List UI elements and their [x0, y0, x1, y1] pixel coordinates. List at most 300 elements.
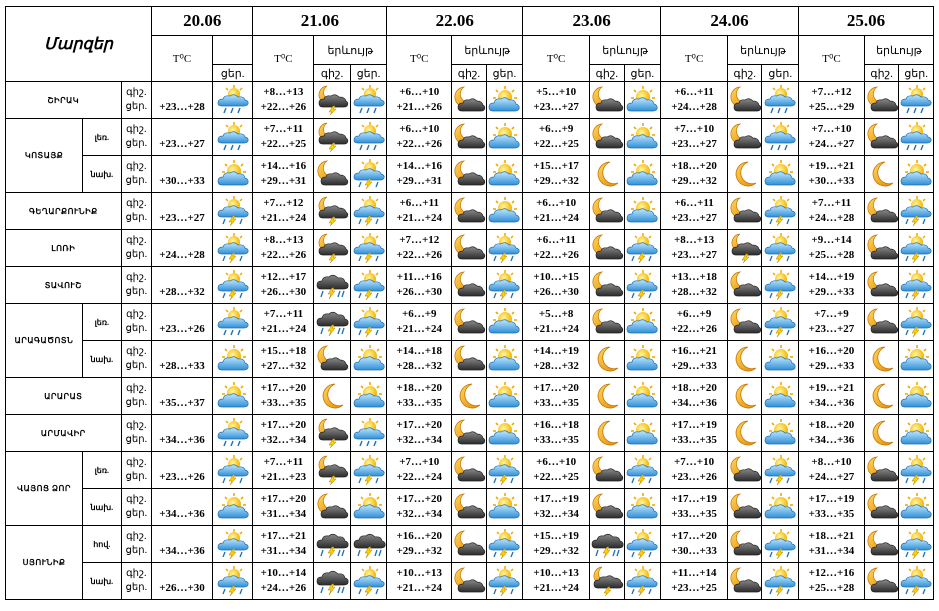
temperature-cell: +23…+26 — [152, 452, 213, 489]
weather-icon-cell — [899, 230, 934, 267]
weather-icon-cell — [314, 378, 351, 415]
weather-icon-cell — [486, 82, 523, 119]
sun-cloud-icon — [625, 418, 659, 448]
temperature-cell: +16…+21 +29…+33 — [661, 341, 728, 378]
weather-icon-cell — [590, 489, 624, 526]
moon-cloud-icon — [590, 492, 624, 522]
weather-icon-cell — [486, 267, 523, 304]
moon-cloud-icon — [728, 307, 762, 337]
weather-icon-cell — [728, 378, 762, 415]
weather-icon-cell — [624, 341, 661, 378]
sun-cloud-thunder-rain-icon — [899, 233, 933, 263]
sun-cloud-icon — [625, 196, 659, 226]
moon-icon — [728, 344, 762, 374]
weather-icon-cell — [624, 82, 661, 119]
moon-cloud-icon — [452, 85, 486, 115]
weather-icon-cell — [350, 563, 387, 600]
moon-icon — [452, 381, 486, 411]
moon-cloud-icon — [590, 122, 624, 152]
weather-icon-cell — [864, 82, 898, 119]
region-name: ՇԻՐԱԿ — [6, 82, 122, 119]
sun-cloud-icon — [625, 159, 659, 189]
weather-icon-cell — [212, 489, 253, 526]
weather-icon-cell — [452, 452, 486, 489]
moon-icon — [728, 418, 762, 448]
sun-cloud-rain-icon — [899, 85, 933, 115]
sun-cloud-thunder-rain-icon — [899, 270, 933, 300]
sun-cloud-rain-icon — [352, 85, 386, 115]
weather-icon-cell — [486, 304, 523, 341]
weather-icon-cell — [452, 526, 486, 563]
night-subheader: գիշ. — [728, 65, 762, 82]
weather-icon-cell — [314, 526, 351, 563]
weather-icon-cell — [590, 415, 624, 452]
sun-cloud-rain-icon — [216, 122, 250, 152]
weather-icon-cell — [728, 267, 762, 304]
sun-cloud-icon — [625, 344, 659, 374]
temperature-header: T⁰C — [387, 36, 452, 82]
temperature-cell: +17…+20 +32…+34 — [253, 415, 314, 452]
temperature-cell: +26…+30 — [152, 563, 213, 600]
sun-cloud-rain-icon — [216, 418, 250, 448]
weather-icon-cell — [452, 193, 486, 230]
temperature-cell: +14…+19 +29…+33 — [799, 267, 865, 304]
weather-icon-cell — [624, 193, 661, 230]
weather-icon-cell — [314, 230, 351, 267]
sun-cloud-icon — [216, 344, 250, 374]
weather-icon-cell — [762, 230, 799, 267]
weather-icon-cell — [899, 82, 934, 119]
sun-cloud-rain-icon — [216, 85, 250, 115]
temperature-cell: +7…+10 +23…+26 — [661, 452, 728, 489]
sun-cloud-thunder-rain-icon — [352, 455, 386, 485]
night-subheader: գիշ. — [314, 65, 351, 82]
weather-icon-cell — [762, 156, 799, 193]
weather-icon-cell — [624, 415, 661, 452]
sun-cloud-icon — [763, 344, 797, 374]
weather-icon-cell — [899, 156, 934, 193]
sun-cloud-icon — [487, 122, 521, 152]
temperature-cell: +14…+16 +29…+31 — [387, 156, 452, 193]
moon-cloud-icon — [590, 270, 624, 300]
weather-icon-cell — [350, 452, 387, 489]
sun-cloud-icon — [487, 196, 521, 226]
sun-cloud-icon — [487, 85, 521, 115]
temperature-cell: +6…+11 +22…+26 — [523, 230, 590, 267]
weather-icon-cell — [762, 378, 799, 415]
temperature-cell: +10…+13 +21…+24 — [523, 563, 590, 600]
moon-icon — [865, 159, 899, 189]
moon-cloud-icon — [452, 418, 486, 448]
moon-cloud-icon — [728, 455, 762, 485]
temperature-cell: +23…+27 — [152, 193, 213, 230]
weather-icon-cell — [212, 526, 253, 563]
sun-cloud-rain-icon — [763, 122, 797, 152]
table-row — [6, 378, 934, 415]
cloud-thunder-rain-icon — [352, 529, 386, 559]
weather-icon-cell — [452, 489, 486, 526]
temperature-cell: +17…+20 +32…+34 — [387, 489, 452, 526]
temperature-cell: +7…+9 +23…+27 — [799, 304, 865, 341]
weather-icon-cell — [314, 267, 351, 304]
region-name: ՎԱՅՈՑ ՁՈՐ — [6, 452, 83, 526]
weather-icon-cell — [486, 526, 523, 563]
sun-cloud-thunder-rain-icon — [763, 270, 797, 300]
subregion-name: նախ. — [83, 341, 122, 378]
moon-cloud-thunder-icon — [728, 233, 762, 263]
sun-cloud-thunder-rain-icon — [216, 196, 250, 226]
weather-icon-cell — [624, 304, 661, 341]
moon-cloud-icon — [452, 566, 486, 596]
sun-cloud-icon — [625, 122, 659, 152]
sun-cloud-thunder-rain-icon — [487, 270, 521, 300]
moon-icon — [590, 344, 624, 374]
time-of-day: գիշ. ցեր. — [121, 415, 151, 452]
sun-cloud-icon — [625, 492, 659, 522]
temperature-cell: +34…+36 — [152, 489, 213, 526]
moon-cloud-icon — [590, 85, 624, 115]
moon-cloud-icon — [452, 307, 486, 337]
time-of-day: գիշ. ցեր. — [121, 563, 151, 600]
moon-cloud-icon — [452, 492, 486, 522]
weather-icon-cell — [314, 156, 351, 193]
table-row — [6, 563, 934, 600]
weather-icon-cell — [212, 304, 253, 341]
day-subheader: ցեր. — [350, 65, 387, 82]
sun-cloud-icon — [899, 159, 933, 189]
sun-cloud-thunder-rain-icon — [763, 196, 797, 226]
weather-icon-cell — [728, 119, 762, 156]
weather-icon-cell — [486, 230, 523, 267]
weather-icon-cell — [314, 563, 351, 600]
sun-cloud-icon — [899, 381, 933, 411]
weather-icon-cell — [452, 156, 486, 193]
weather-icon-cell — [899, 415, 934, 452]
cloud-thunder-rain-icon — [315, 566, 349, 596]
moon-icon — [590, 418, 624, 448]
moon-icon — [590, 381, 624, 411]
weather-icon-cell — [762, 526, 799, 563]
sun-cloud-rain-icon — [763, 85, 797, 115]
sun-cloud-thunder-rain-icon — [352, 307, 386, 337]
weather-header: երևույթ — [452, 36, 523, 65]
weather-icon-cell — [452, 230, 486, 267]
weather-icon-cell — [314, 489, 351, 526]
weather-icon-cell — [212, 119, 253, 156]
sun-cloud-icon — [487, 344, 521, 374]
weather-icon-cell — [314, 82, 351, 119]
sun-cloud-thunder-rain-icon — [352, 233, 386, 263]
weather-icon-cell — [762, 563, 799, 600]
weather-icon-cell — [762, 452, 799, 489]
temperature-cell: +14…+19 +28…+32 — [523, 341, 590, 378]
region-name: ԱՐՄԱՎԻՐ — [6, 415, 122, 452]
weather-icon-cell — [864, 489, 898, 526]
subregion-name: հով. — [83, 526, 122, 563]
weather-icon-cell — [452, 341, 486, 378]
cloud-thunder-rain-icon — [315, 529, 349, 559]
sun-cloud-icon — [487, 418, 521, 448]
temperature-cell: +5…+8 +21…+24 — [523, 304, 590, 341]
table-row — [6, 526, 934, 563]
weather-header-empty — [212, 36, 253, 65]
weather-icon-cell — [624, 156, 661, 193]
subregion-name: լեռ. — [83, 304, 122, 341]
weather-icon-cell — [762, 341, 799, 378]
table-row — [6, 267, 934, 304]
weather-icon-cell — [624, 526, 661, 563]
temperature-cell: +8…+13 +23…+27 — [661, 230, 728, 267]
weather-icon-cell — [350, 415, 387, 452]
moon-cloud-icon — [728, 529, 762, 559]
date-header: 21.06 — [253, 7, 387, 36]
date-header: 22.06 — [387, 7, 523, 36]
weather-icon-cell — [899, 378, 934, 415]
temperature-cell: +28…+33 — [152, 341, 213, 378]
temperature-cell: +17…+20 +31…+34 — [253, 489, 314, 526]
temperature-cell: +14…+18 +28…+32 — [387, 341, 452, 378]
weather-icon-cell — [864, 415, 898, 452]
temperature-cell: +16…+18 +33…+35 — [523, 415, 590, 452]
moon-cloud-icon — [315, 159, 349, 189]
weather-header: երևույթ — [590, 36, 661, 65]
temperature-cell: +16…+20 +29…+32 — [387, 526, 452, 563]
sun-cloud-thunder-rain-icon — [487, 529, 521, 559]
sun-cloud-thunder-rain-icon — [763, 233, 797, 263]
moon-icon — [590, 159, 624, 189]
weather-icon-cell — [590, 452, 624, 489]
weather-icon-cell — [728, 563, 762, 600]
time-of-day: գիշ. ցեր. — [121, 193, 151, 230]
weather-icon-cell — [864, 563, 898, 600]
temperature-cell: +14…+16 +29…+31 — [253, 156, 314, 193]
temperature-cell: +10…+14 +24…+26 — [253, 563, 314, 600]
weather-icon-cell — [212, 341, 253, 378]
temperature-cell: +17…+19 +32…+34 — [523, 489, 590, 526]
weather-icon-cell — [762, 82, 799, 119]
subregion-name: նախ. — [83, 489, 122, 526]
time-of-day: գիշ. ցեր. — [121, 341, 151, 378]
table-row — [6, 452, 934, 489]
weather-icon-cell — [350, 304, 387, 341]
moon-cloud-icon — [865, 307, 899, 337]
temperature-cell: +18…+20 +33…+35 — [387, 378, 452, 415]
sun-cloud-rain-icon — [899, 122, 933, 152]
sun-cloud-thunder-rain-icon — [352, 196, 386, 226]
weather-icon-cell — [590, 82, 624, 119]
temperature-cell: +7…+10 +23…+27 — [661, 119, 728, 156]
weather-icon-cell — [314, 119, 351, 156]
temperature-cell: +17…+20 +32…+34 — [387, 415, 452, 452]
temperature-cell: +6…+10 +21…+24 — [523, 193, 590, 230]
weather-icon-cell — [212, 230, 253, 267]
moon-cloud-icon — [452, 455, 486, 485]
temperature-cell: +6…+9 +22…+25 — [523, 119, 590, 156]
temperature-cell: +19…+21 +34…+36 — [799, 378, 865, 415]
weather-icon-cell — [728, 415, 762, 452]
night-subheader: գիշ. — [864, 65, 898, 82]
weather-icon-cell — [590, 230, 624, 267]
moon-cloud-thunder-icon — [590, 566, 624, 596]
sun-cloud-icon — [216, 381, 250, 411]
weather-icon-cell — [452, 304, 486, 341]
moon-cloud-icon — [865, 492, 899, 522]
weather-icon-cell — [899, 526, 934, 563]
moon-cloud-icon — [452, 196, 486, 226]
temperature-cell: +30…+33 — [152, 156, 213, 193]
weather-icon-cell — [452, 82, 486, 119]
moon-cloud-icon — [452, 344, 486, 374]
weather-icon-cell — [624, 563, 661, 600]
sun-cloud-icon — [899, 418, 933, 448]
weather-icon-cell — [212, 156, 253, 193]
weather-icon-cell — [314, 341, 351, 378]
sun-cloud-thunder-rain-icon — [216, 566, 250, 596]
temperature-cell: +10…+13 +21…+24 — [387, 563, 452, 600]
sun-cloud-thunder-rain-icon — [763, 566, 797, 596]
region-name: ԿՈՏԱՅՔ — [6, 119, 83, 193]
time-of-day: գիշ. ցեր. — [121, 156, 151, 193]
temperature-cell: +34…+36 — [152, 526, 213, 563]
weather-icon-cell — [452, 415, 486, 452]
temperature-cell: +6…+10 +22…+25 — [523, 452, 590, 489]
weather-icon-cell — [314, 304, 351, 341]
temperature-cell: +18…+21 +31…+34 — [799, 526, 865, 563]
weather-icon-cell — [350, 119, 387, 156]
temperature-cell: +7…+10 +24…+27 — [799, 119, 865, 156]
moon-cloud-icon — [865, 196, 899, 226]
day-subheader: ցեր. — [212, 65, 253, 82]
sun-cloud-thunder-rain-icon — [763, 529, 797, 559]
weather-icon-cell — [762, 489, 799, 526]
weather-icon-cell — [212, 267, 253, 304]
weather-icon-cell — [624, 378, 661, 415]
night-subheader: գիշ. — [452, 65, 486, 82]
weather-icon-cell — [314, 452, 351, 489]
region-name: ԱՐԱՐԱՏ — [6, 378, 122, 415]
sun-cloud-icon — [625, 381, 659, 411]
weather-icon-cell — [624, 452, 661, 489]
weather-icon-cell — [590, 341, 624, 378]
temperature-cell: +7…+11 +22…+25 — [253, 119, 314, 156]
moon-cloud-icon — [590, 196, 624, 226]
temperature-cell: +7…+11 +21…+23 — [253, 452, 314, 489]
temperature-cell: +8…+10 +24…+27 — [799, 452, 865, 489]
moon-icon — [865, 344, 899, 374]
sun-cloud-icon — [216, 492, 250, 522]
sun-cloud-thunder-rain-icon — [899, 566, 933, 596]
date-header: 25.06 — [799, 7, 934, 36]
weather-icon-cell — [864, 378, 898, 415]
weather-icon-cell — [486, 489, 523, 526]
weather-icon-cell — [590, 304, 624, 341]
weather-icon-cell — [350, 230, 387, 267]
moon-cloud-icon — [728, 196, 762, 226]
weather-header: երևույթ — [314, 36, 387, 65]
temperature-cell: +13…+18 +28…+32 — [661, 267, 728, 304]
region-name: ԳԵՂԱՐՔՈՒՆԻՔ — [6, 193, 122, 230]
weather-icon-cell — [486, 415, 523, 452]
temperature-cell: +23…+26 — [152, 304, 213, 341]
moon-cloud-icon — [452, 233, 486, 263]
sun-cloud-rain-icon — [216, 307, 250, 337]
sun-cloud-icon — [763, 418, 797, 448]
sun-cloud-thunder-rain-icon — [352, 159, 386, 189]
sun-cloud-rain-icon — [352, 418, 386, 448]
moon-cloud-icon — [452, 159, 486, 189]
temperature-cell: +15…+18 +27…+32 — [253, 341, 314, 378]
date-header: 23.06 — [523, 7, 661, 36]
sun-cloud-thunder-rain-icon — [216, 455, 250, 485]
subregion-name: լեռ. — [83, 119, 122, 156]
weather-icon-cell — [899, 304, 934, 341]
sun-cloud-thunder-rain-icon — [899, 307, 933, 337]
sun-cloud-thunder-rain-icon — [763, 307, 797, 337]
moon-icon — [728, 159, 762, 189]
weather-icon-cell — [624, 489, 661, 526]
temperature-cell: +18…+20 +29…+32 — [661, 156, 728, 193]
subregion-name: լեռ. — [83, 452, 122, 489]
time-of-day: գիշ. ցեր. — [121, 489, 151, 526]
sun-cloud-icon — [899, 344, 933, 374]
weather-icon-cell — [762, 267, 799, 304]
moon-cloud-icon — [315, 344, 349, 374]
weather-icon-cell — [728, 489, 762, 526]
temperature-cell: +23…+28 — [152, 82, 213, 119]
temperature-cell: +17…+20 +33…+35 — [523, 378, 590, 415]
weather-icon-cell — [728, 156, 762, 193]
date-header: 20.06 — [152, 7, 253, 36]
temperature-cell: +6…+9 +22…+26 — [661, 304, 728, 341]
weather-icon-cell — [212, 378, 253, 415]
moon-icon — [315, 381, 349, 411]
moon-cloud-icon — [315, 492, 349, 522]
temperature-cell: +7…+11 +21…+24 — [253, 304, 314, 341]
temperature-cell: +34…+36 — [152, 415, 213, 452]
sun-cloud-thunder-rain-icon — [216, 270, 250, 300]
weather-icon-cell — [486, 563, 523, 600]
moon-cloud-icon — [865, 85, 899, 115]
time-of-day: գիշ. ցեր. — [121, 526, 151, 563]
region-name: ԱՐԱԳԱԾՈՏՆ — [6, 304, 83, 378]
weather-icon-cell — [486, 378, 523, 415]
day-subheader: ցեր. — [762, 65, 799, 82]
date-header: 24.06 — [661, 7, 799, 36]
moon-cloud-thunder-icon — [315, 122, 349, 152]
weather-icon-cell — [590, 156, 624, 193]
region-name: ԼՈՌԻ — [6, 230, 122, 267]
weather-icon-cell — [864, 230, 898, 267]
sun-cloud-thunder-rain-icon — [625, 233, 659, 263]
sun-cloud-thunder-rain-icon — [899, 529, 933, 559]
temperature-header: T⁰C — [253, 36, 314, 82]
table-row — [6, 230, 934, 267]
moon-cloud-thunder-icon — [315, 455, 349, 485]
time-of-day: գիշ. ցեր. — [121, 267, 151, 304]
sun-cloud-thunder-rain-icon — [625, 270, 659, 300]
cloud-thunder-rain-icon — [315, 307, 349, 337]
temperature-cell: +7…+12 +22…+26 — [387, 230, 452, 267]
temperature-cell: +7…+12 +21…+24 — [253, 193, 314, 230]
cloud-thunder-rain-icon — [590, 529, 624, 559]
weather-icon-cell — [864, 304, 898, 341]
night-subheader: գիշ. — [590, 65, 624, 82]
moon-icon — [728, 381, 762, 411]
subregion-name: նախ. — [83, 563, 122, 600]
temperature-cell: +6…+11 +23…+27 — [661, 193, 728, 230]
weather-icon-cell — [212, 452, 253, 489]
temperature-cell: +18…+20 +34…+36 — [799, 415, 865, 452]
